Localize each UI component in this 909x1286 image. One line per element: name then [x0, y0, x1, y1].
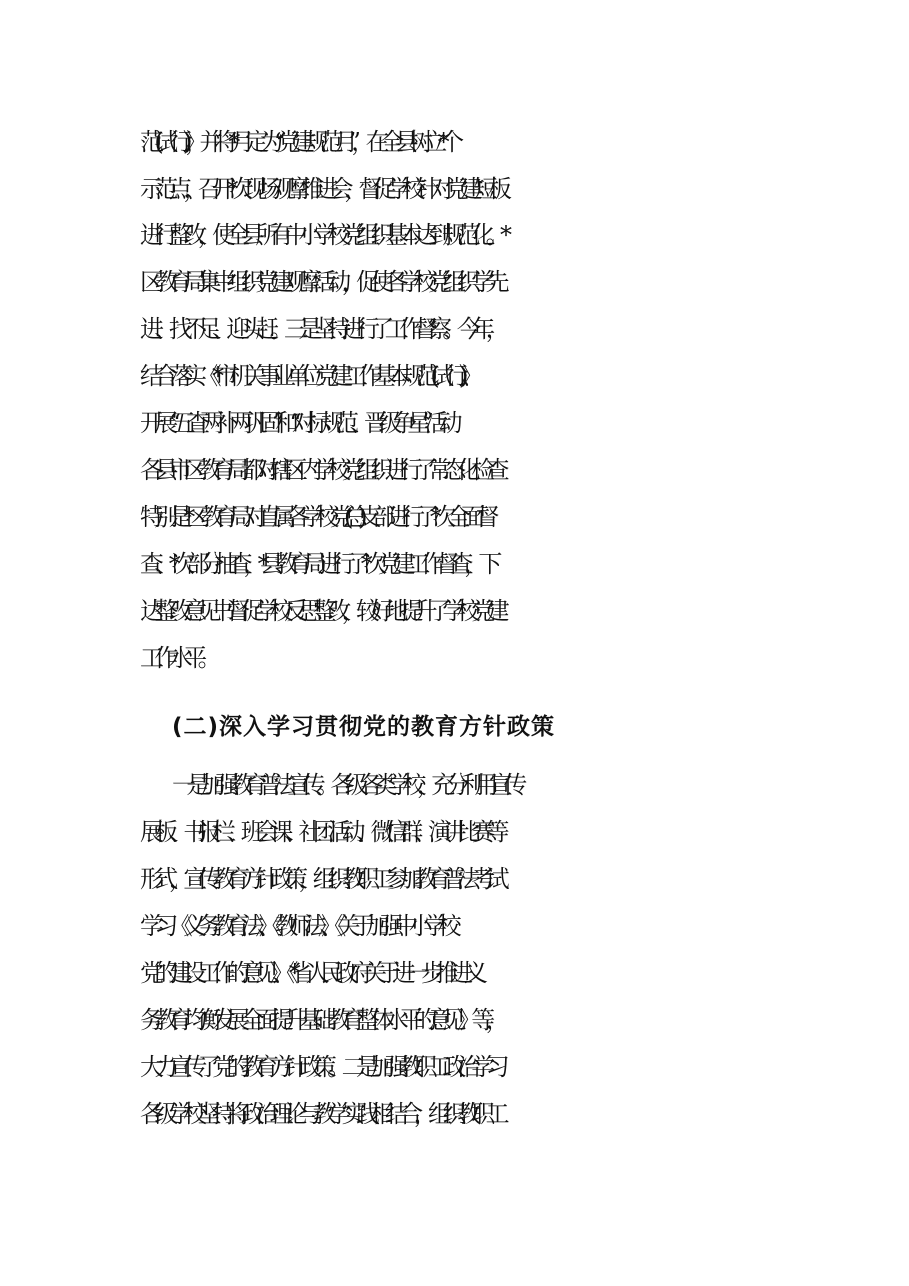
body-text-line: 务教育均衡发展全面提升基础教育整体水平的意见》等，	[140, 1006, 500, 1034]
body-text-line: 进行整改，使全县所有中小学校党组织基本达到规范化。*	[140, 221, 503, 249]
body-text-line: 展板、书报栏、班会课、社团活动、微信群、演讲比赛等	[140, 818, 500, 846]
body-text-line: 一是加强教育普法宣传。各级各类学校，充分利用宣传	[172, 771, 518, 799]
body-text-line: 学习《义务教育法》、《教师法》、《关于加强中小学校	[140, 912, 452, 940]
body-text-line: 区教育局集中组织党建观摩活动，促使各学校党组织学先	[140, 268, 500, 296]
body-text-line: 进、找不足、迎头赶。三是坚持进行了工作督察。今年，	[140, 315, 500, 343]
body-text-line: 结合落实《*市机关事业单位党建工作基本规范(试行)》、	[140, 362, 476, 390]
body-text-line: 查、*次部分抽查，*县教育局进行了*次党建工作督查，下	[140, 550, 493, 578]
body-text-line: 各县市区教育局都对辖区内学校党组织进行了常态化检查	[140, 456, 500, 484]
section-heading: (二)深入学习贯彻党的教育方针政策	[172, 714, 556, 740]
body-text-line: 示范点，召开*次现场观摩推进会，督促学校针对党建短板	[140, 175, 503, 203]
body-text-line: 党的建设工作的意见》、《*省人民政府关于进一步推进义	[140, 959, 479, 987]
body-text-line: 大力宣传了党的教育方针政策。二是加强教职工政治学习	[140, 1053, 500, 1081]
body-text-line: 形式，宣传教育方针政策，组织教职工参加教育普法考试	[140, 865, 500, 893]
body-text-line: 特别是*区教育局对直属各学校党(总)支部进行了*次全面督	[140, 503, 490, 531]
body-text-line: 开展“五查两补两巩固”和“对标规范、晋级争星”活动	[140, 409, 454, 437]
body-text-line: 各级学校坚持将政治理论与教学实践相结合，组织教职工	[140, 1100, 500, 1128]
body-text-line: 达整改意见书督促学校反思整改，较好地提升了学校党建	[140, 597, 500, 625]
body-text-line: 工作水平。	[140, 644, 212, 672]
body-text-line: 范(试行)》，并将*月定为“党建规范月”，在全县树立*个	[140, 128, 455, 156]
